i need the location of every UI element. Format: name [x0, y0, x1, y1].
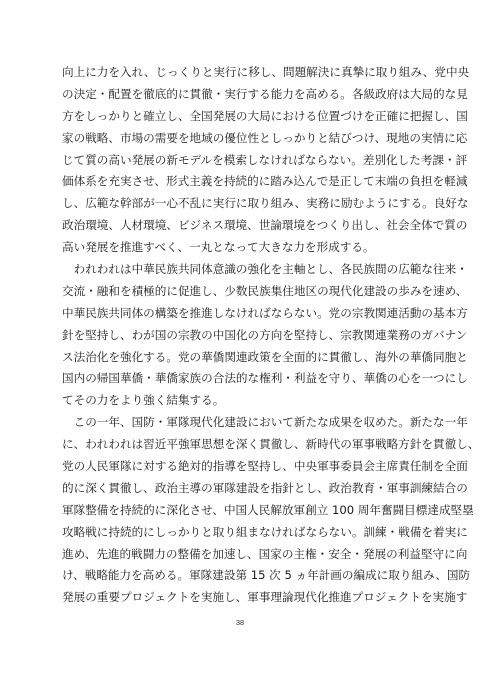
- text-line: 軍隊整備を持続的に深化させ、中国人民解放軍創立 100 周年奮闘目標達成堅塁: [62, 502, 474, 517]
- page-number: 38: [235, 618, 245, 627]
- text-line: 発展の重要プロジェクトを実施し、軍事理論現代化推進プロジェクトを実施す: [62, 590, 468, 605]
- text-line: 中華民族共同体の構築を推進しなければならない。党の宗教関連活動の基本方: [62, 305, 468, 320]
- text-line: 進め、先進的戦闘力の整備を加速し、国家の主権・安全・発展の利益堅守に向: [62, 546, 468, 561]
- text-line: し、広範な幹部が一心不乱に実行に取り組み、実務に励むようにする。良好な: [62, 196, 469, 211]
- text-line: 針を堅持し、わが国の宗教の中国化の方向を堅持し、宗教関連業務のガバナン: [62, 327, 468, 342]
- text-line: け、戦略能力を高める。軍隊建設第 15 次 5 ヵ年計画の編成に取り組み、国防: [62, 568, 471, 583]
- text-line: 国内の帰国華僑・華僑家族の合法的な権利・利益を守り、華僑の心を一つにし: [62, 371, 468, 386]
- text-line: 政治環境、人材環境、ビジネス環境、世論環境をつくり出し、社会全体で質の: [62, 218, 468, 233]
- text-line: てその力をより強く結集する。: [62, 393, 225, 408]
- text-line: この一年、国防・軍隊現代化建設において新たな成果を収めた。新たな一年: [62, 415, 468, 430]
- text-line: じて質の高い発展の新モデルを模索しなければならない。差別化した考課・評: [62, 152, 468, 167]
- text-line: 的に深く貫徹し、政治主導の軍隊建設を指針とし、政治教育・軍事訓練結合の: [62, 480, 468, 495]
- text-line: 価体系を充実させ、形式主義を持続的に踏み込んで是正して末端の負担を軽減: [62, 174, 468, 189]
- text-line: の決定・配置を徹底的に貫徹・実行する能力を高める。各級政府は大局的な見: [62, 86, 468, 101]
- text-line: 高い発展を推進すべく、一丸となって大きな力を形成する。: [62, 240, 375, 255]
- text-line: 交流・融和を積極的に促進し、少数民族集住地区の現代化建設の歩みを速め、: [62, 283, 468, 298]
- text-line: 党の人民軍隊に対する絶対的指導を堅持し、中央軍事委員会主席責任制を全面: [62, 459, 468, 474]
- text-line: われわれは中華民族共同体意識の強化を主軸とし、各民族間の広範な往来・: [62, 262, 468, 277]
- text-line: 向上に力を入れ、じっくりと実行に移し、問題解決に真摯に取り組み、党中央: [62, 65, 470, 79]
- text-line: ス法治化を強化する。党の華僑関連政策を全面的に貫徹し、海外の華僑同胞と: [62, 349, 468, 364]
- text-line: 家の戦略、市場の需要を地域の優位性としっかりと結びつけ、現地の実情に応: [62, 130, 468, 145]
- text-line: 攻略戦に持続的にしっかりと取り組まなければならない。訓練・戦備を着実に: [62, 524, 468, 539]
- text-line: 方をしっかりと確立し、全国発展の大局における位置づけを正確に把握し、国: [62, 108, 468, 123]
- body-text: [62, 62, 480, 609]
- text-line: に、われわれは習近平強軍思想を深く貫徹し、新時代の軍事戦略方針を貫徹し、: [62, 437, 480, 452]
